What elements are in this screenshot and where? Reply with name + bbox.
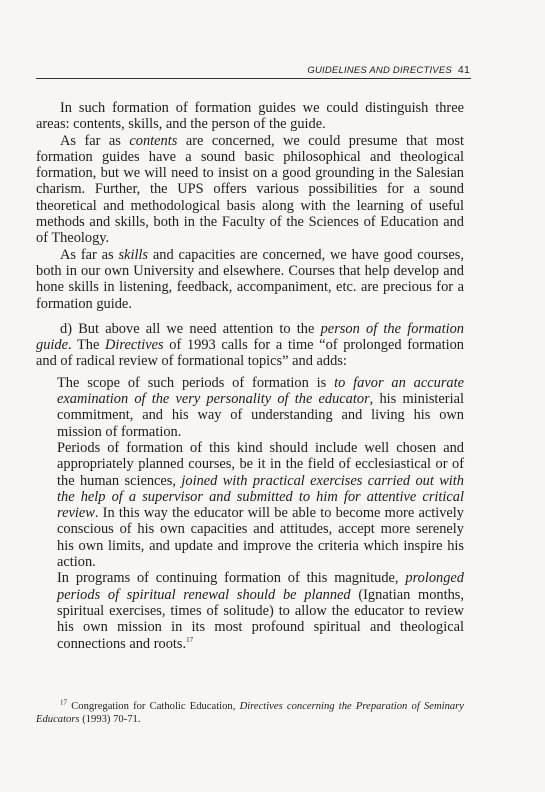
text: (Ignatian months, spiritual exercises, times of solitude) to allow the educator to review his own mission in its most profound spiritual and theological connections and roots. — [57, 586, 464, 652]
quote-paragraph — [57, 570, 464, 651]
paragraph — [36, 133, 464, 247]
header-rule — [36, 78, 471, 79]
running-title: GUIDELINES AND DIRECTIVES — [307, 65, 452, 76]
quote-paragraph — [57, 375, 464, 440]
text: As far as — [60, 132, 130, 149]
footnote-number: 17 — [60, 698, 67, 707]
paragraph-gap — [36, 312, 464, 321]
text: d) But above all we need attention to the — [60, 320, 321, 337]
footnote — [36, 700, 464, 726]
emphasis: person of the formation guide — [36, 320, 464, 354]
text: Periods of formation of this kind should include well chosen and appropriately planned courses, be it in the field of ecclesiastical or of the human sciences, — [57, 439, 464, 489]
text: (1993) 70-71. — [79, 714, 141, 725]
text: Congregation for Catholic Education, — [67, 701, 240, 712]
text: The scope of such periods of formation is — [57, 374, 335, 391]
quote-paragraph — [57, 440, 464, 570]
block-quote — [57, 375, 464, 652]
text: . The — [67, 337, 106, 354]
text: and capacities are concerned, we have good courses, both in our own University and elsewhere. Courses that help develop and hone skills in listening, feedback, accompaniment, etc. are precious for a formation guide. — [36, 246, 464, 312]
emphasis: contents — [129, 132, 178, 149]
emphasis: skills — [118, 246, 149, 263]
page-number: 41 — [457, 64, 470, 76]
running-head — [36, 64, 470, 76]
paragraph — [36, 247, 464, 312]
text: , his ministerial commitment, and his way of understanding and living his own mission of formation. — [57, 391, 464, 440]
text: of 1993 calls for a time “of prolonged formation and of radical review of formational topics” and adds: — [36, 337, 464, 370]
text: are concerned, we could presume that most formation guides have a sound basic philosophical and theological formation, but we will need to insist on a good grounding in the Salesian charism. Further, the UPS offers various possibilities for a sound theoretical and methodological basis along with the learning of useful methods and skills, both in the Faculty of the Sciences of Education and of Theology. — [36, 132, 464, 247]
text: In programs of continuing formation of this magnitude, — [57, 570, 406, 587]
emphasis: to favor an accurate examination of the very personality of the educator — [57, 374, 465, 408]
paragraph — [36, 321, 464, 370]
text: As far as — [60, 246, 119, 263]
paragraph: In such formation of formation guides we could distinguish three areas: contents, skills, and the person of the guide. — [36, 100, 464, 133]
footnote-ref[interactable]: 17 — [186, 635, 194, 644]
emphasis: Directives concerning the Preparation of Seminary Educators — [36, 701, 464, 725]
emphasis: joined with practical exercises carried out with the help of a supervisor and submitted to him for attentive critical review — [57, 472, 464, 522]
main-text — [36, 100, 464, 652]
emphasis: Directives — [105, 337, 164, 354]
emphasis: prolonged periods of spiritual renewal should be planned — [57, 570, 464, 603]
text: . In this way the educator will be able to become more actively conscious of his own capacities and attitudes, accept more serenely his own limits, and update and improve the criteria which inspire his action. — [57, 505, 464, 571]
